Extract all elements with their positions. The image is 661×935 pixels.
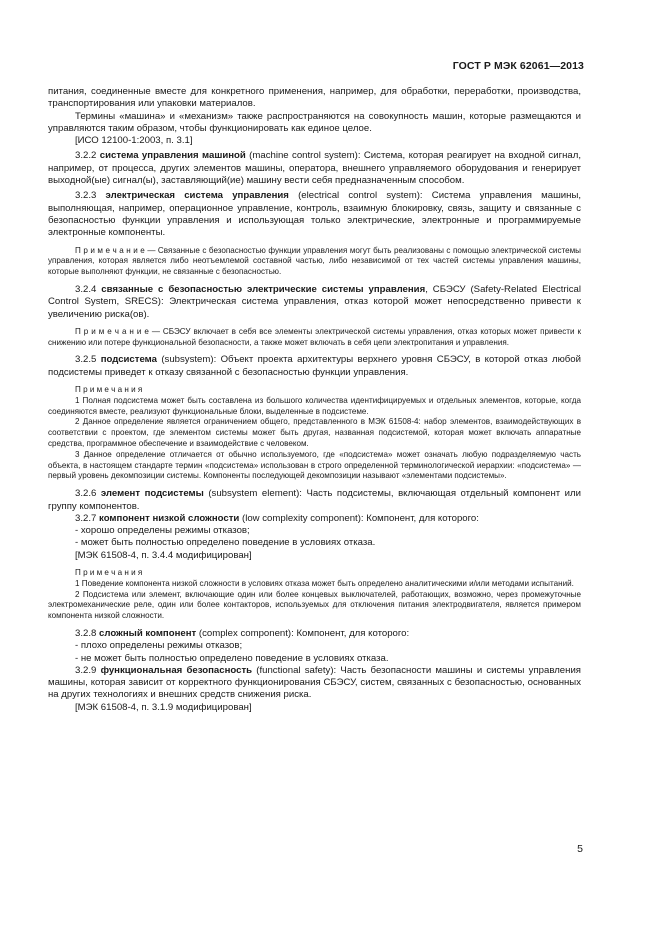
- note-item: 1 Поведение компонента низкой сложности в условиях отказа может быть определено аналитическими и/или методами испытаний.: [75, 578, 574, 588]
- definition-3-2-4: [48, 284, 581, 321]
- definition-3-2-3: [48, 190, 581, 239]
- note-item: 3 Данное определение отличается от обычно используемого, где «подсистема» может означать любую подразделяемую часть объекта, в настоящем стандарте термин «подсистема» использован в строго определенной терминологической иерархии: «подсистема» — первый уровень декомпозиции системы. Компоненты последующей декомпозиции называют «элементами подсистемы».: [48, 449, 581, 481]
- note-item: 2 Данное определение является ограничением общего, представленного в МЭК 61508-4: набор элементов, взаимодействующих в соответствии с проектом, где элементом системы может быть другая, названная подсистемой, которая может включать аппаратные средства, программное обеспечение и взаимодействие с человеком.: [48, 417, 581, 449]
- document-body: [48, 86, 581, 714]
- definition-text: (low complexity component): Компонент, для которого:: [239, 512, 479, 524]
- document-header: ГОСТ Р МЭК 62061—2013: [452, 60, 584, 72]
- term-srecs: связанные с безопасностью электрические системы управления: [101, 283, 426, 295]
- note-label: П р и м е ч а н и е: [75, 245, 145, 255]
- term-complex-component: сложный компонент: [99, 627, 197, 639]
- list-item: - плохо определены режимы отказов;: [75, 640, 243, 652]
- term-machine-control-system: система управления машиной: [99, 150, 246, 162]
- definition-text: (functional safety): Часть безопасности машины и системы управления машины, которая зависит от корректного функционирования СБЭСУ, систем, связанных с безопасностью, основанных на других технологиях и внешних средств снижения риска.: [48, 664, 581, 701]
- definition-3-2-7: [48, 513, 581, 525]
- clause-number: 3.2.2: [75, 150, 97, 162]
- definition-text: (machine control system): Система, которая реагирует на входной сигнал, например, от процесса, других элементов машины, оператора, внешнего управляемого оборудования и генерирует выходной(ые) сигнал(ы), заставляющий(ие) машину вести себя предназначенным способом.: [48, 150, 581, 187]
- note-label: П р и м е ч а н и е: [75, 326, 149, 336]
- notes-heading: П р и м е ч а н и я: [75, 385, 143, 395]
- clause-number: 3.2.4: [75, 283, 97, 295]
- definition-text: (subsystem): Объект проекта архитектуры верхнего уровня СБЭСУ, в которой отказ любой подсистемы приведет к отказу связанной с безопасностью функции управления.: [48, 354, 581, 378]
- definition-text: (subsystem element): Часть подсистемы, включающая отдельный компонент или группу компонентов.: [48, 488, 581, 512]
- note-item: 1 Полная подсистема может быть составлена из большого количества идентифицируемых и отдельных элементов, которые, когда соединяются вместе, реализуют функциональные блоки, выделенные в подсистеме.: [48, 395, 581, 416]
- note-3-2-3: [48, 246, 581, 278]
- definition-text: , СБЭСУ (Safety-Related Electrical Control System, SRECS): Электрическая система управления, отказ которой может непосредственно привести к увеличению риска(ов).: [48, 283, 581, 320]
- reference-iec-61508-4-3-1-9: [МЭК 61508-4, п. 3.1.9 модифицирован]: [75, 701, 252, 713]
- clause-number: 3.2.6: [75, 488, 97, 500]
- page-number: 5: [577, 843, 583, 855]
- term-low-complexity-component: компонент низкой сложности: [99, 512, 240, 524]
- term-subsystem: подсистема: [100, 354, 157, 366]
- note-text: — Связанные с безопасностью функции управления могут быть реализованы с помощью электрической системы управления, которая является либо неотъемлемой составной частью, либо независимой от тех частей системы управления машины, которые выполняют функции, не связанные с безопасностью.: [48, 245, 581, 277]
- list-item: - хорошо определены режимы отказов;: [75, 525, 250, 537]
- term-functional-safety: функциональная безопасность: [100, 664, 253, 676]
- term-electrical-control-system: электрическая система управления: [105, 190, 289, 202]
- paragraph-machine-continued: питания, соединенные вместе для конкретного применения, например, для обработки, переработки, производства, транспортирования или упаковки материалов.: [48, 86, 581, 110]
- definition-3-2-5: [48, 354, 581, 379]
- clause-number: 3.2.8: [75, 627, 97, 639]
- clause-number: 3.2.9: [75, 664, 97, 676]
- clause-number: 3.2.7: [75, 512, 97, 524]
- reference-iso-12100: [ИСО 12100-1:2003, п. 3.1]: [75, 135, 193, 147]
- list-item: - не может быть полностью определено поведение в условиях отказа.: [75, 652, 389, 664]
- clause-number: 3.2.3: [75, 190, 97, 202]
- definition-3-2-2: [48, 150, 581, 187]
- definition-text: (electrical control system): Система управления машины, выполняющая, например, операционное управление, контроль, взаимную блокировку, связь, защиту и связанные с безопасностью функции управления и использующая только электрические, электронные и программируемые электронные компоненты.: [48, 190, 582, 239]
- definition-3-2-9: [48, 665, 581, 702]
- paragraph-machine-terms: Термины «машина» и «механизм» также распространяются на совокупность машин, которые размещаются и управляются таким образом, чтобы функционировать как единое целое.: [48, 110, 581, 134]
- note-3-2-4: [48, 327, 581, 349]
- definition-text: (complex component): Компонент, для которого:: [196, 627, 410, 639]
- notes-heading: П р и м е ч а н и я: [75, 567, 143, 577]
- list-item: - может быть полностью определено поведение в условиях отказа.: [75, 537, 376, 549]
- clause-number: 3.2.5: [75, 354, 97, 366]
- definition-3-2-6: [48, 488, 581, 513]
- note-item: 2 Подсистема или элемент, включающие один или более концевых выключателей, работающих, возможно, через промежуточные электромеханические реле, один или более контакторов, используемых для отключения питания электродвигателя, является примером компонента низкой сложности.: [48, 589, 581, 621]
- note-text: — СБЭСУ включает в себя все элементы электрической системы управления, отказ которых может привести к снижению или потере функциональной безопасности, а также может включать в себя цепи электропитания и управления.: [48, 326, 581, 347]
- definition-3-2-8: [48, 628, 581, 640]
- term-subsystem-element: элемент подсистемы: [100, 488, 204, 500]
- reference-iec-61508-4-3-4-4: [МЭК 61508-4, п. 3.4.4 модифицирован]: [75, 549, 252, 561]
